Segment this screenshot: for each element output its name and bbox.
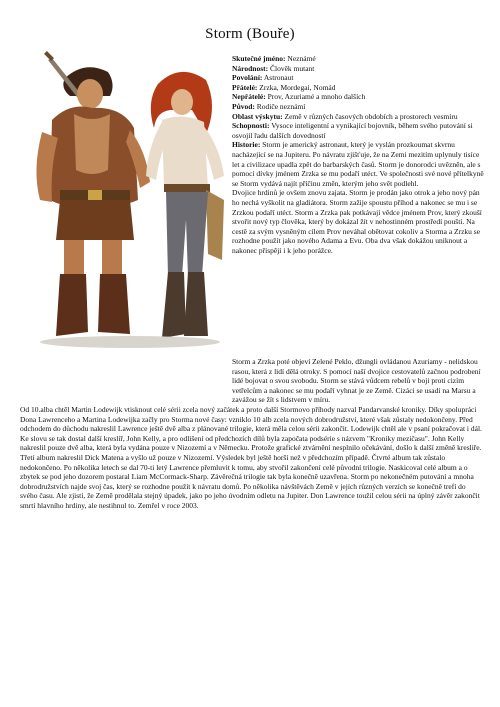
history-paragraph-4: Od 10.alba chtěl Martin Lodewijk vtisknout celé sérii zcela nový začátek a proto další Stormovo příhody nazval Pandarvanské kroniky. Díky spolupráci Dona Lawrenceho a Martina Lodewijka začly pro Storma nové časy: vzniklo 10 alb zcela nových dobrodružství, které však zůstaly nedokončeny. Před odchodem do důchodu nakreslil Lawrence ještě dvě alba z plánované trilogie, která měla celou sérii zakončit. Lodewijk chtěl ale v psaní pokračovat i dál. Ke slovu se tak dostal další kreslíř, John Kelly, a pro odlišení od předchozích dílů byla započata podsérie s názvem "Kroniky mezičasu". John Kelly nakreslil pouze dvě alba, která byla vydána pouze v Nizozemí a v Německu. Protože grafické ztvárnění nesplnilo očekávání, došlo k další změně kresliře. Třetí album nakreslil Dick Matena a vyšlo už pouze v Nizozemí. Výsledek byl ještě horší než v předchozím případě. Čtvrté album tak zůstalo nedokončeno. Po několika letech se dal 70-ti letý Lawrence přemluvit k tomu, aby stvořil zakončení celé původní trilogie. Naskicoval celé album a o zbytek se pod jeho dozorem postaral Liam McCormack-Sharp. Závěrečná trilogie tak byla konečně uzavřena. Storm po nekonečném putování a mnoha dobrodružstvích najde svoj čas, který se rozhodne použít k návratu domů. Po několika návštěvách Země v jejích různých verzích se konečně trefí do svého času. Ale zjistí, že Země prodělala stejný úpadek, jako po jeho úvodním odletu na Jupiter. Don Lawrence toužil celou sérii na úplný závěr zakončit smrtí hlavního hrdiny, ale nestihnul to. Zemřel v roce 2003. (20, 404, 482, 510)
history-paragraph-3: Storm a Zrzka poté objeví Zelené Peklo, džungli ovládanou Azuriamy - nelidskou rasou, která z lidí dělá otroky. S pomocí naší dvojice cestovatelů začnou podrobení lidé bojovat o svou svobodu. Storm se stává vůdcem rebelů v boji proti cizím vetřelcům a nakonec se mu podaří vyhnat je ze Země. Cizáci se usadí na Marsu a zavážou se žít s lidstvem v míru. (232, 357, 481, 405)
field-nationality: Národnost: Člověk mutant (232, 63, 315, 73)
page-title: Storm (Bouře) (205, 26, 295, 42)
character-info (232, 54, 487, 255)
history-continued (20, 357, 485, 511)
field-area: Oblast výskytu: Země v různých časových obdobích a prostorech vesmíru (232, 111, 458, 121)
field-origin: Původ: Rodiče neznámí (232, 101, 306, 111)
field-friends: Přátelé: Zrzka, Mordegai, Nomád (232, 82, 336, 92)
character-illustration (30, 50, 230, 350)
field-enemies: Nepřátelé: Prov, Azuriamé a mnoho dalších (232, 92, 366, 102)
history-paragraph-2: Dvojice hrdinů je ovšem znovu zajata. Storm je prodán jako otrok a jeho nový pán ho nechá vyškolit na gladiátora. Storm zažije spoustu příhod a nakonec se mu i se Zrzkou podaří utéct. Storm a Zrzka pak potkávají vědce jménem Prov, který zkouší stvořit nový typ člověka, který by dokázal žít v nehostinném prostředí pouští. Na cestě za svým vysněným cílem Prov neváhal obětovat cokoliv a Storma a Zrzku se rozhodne použít jako nového Adama a Evu. Oba dva však dokážou uniknout a nakonec přispějí i k jeho porážce. (232, 188, 482, 255)
history-intro: Historie: Storm je americký astronaut, který je vyslán prozkoumat skvrnu nacházející se na Jupiteru. Po návratu zjišťuje, že na Zemi mezitím uplynuly tisíce let a civilizace upadla zpět do barbarských časů. Storm je donorodci uvězněn, ale s pomocí dívky jménem Zrzka se mu podaří utéct. Ve společnosti své nové přítelkyně se Storm vydává najít příčinu změn, kterým jeho svět podlehl. (232, 140, 484, 188)
field-real-name: Skutečné jméno: Neznámé (232, 54, 316, 63)
field-occupation: Povolání: Astronaut (232, 73, 294, 83)
field-abilities: Schopnosti: Vysoce inteligentní a vynikající bojovník, během svého putování si osvojil řadu dalších dovedností (232, 121, 473, 140)
